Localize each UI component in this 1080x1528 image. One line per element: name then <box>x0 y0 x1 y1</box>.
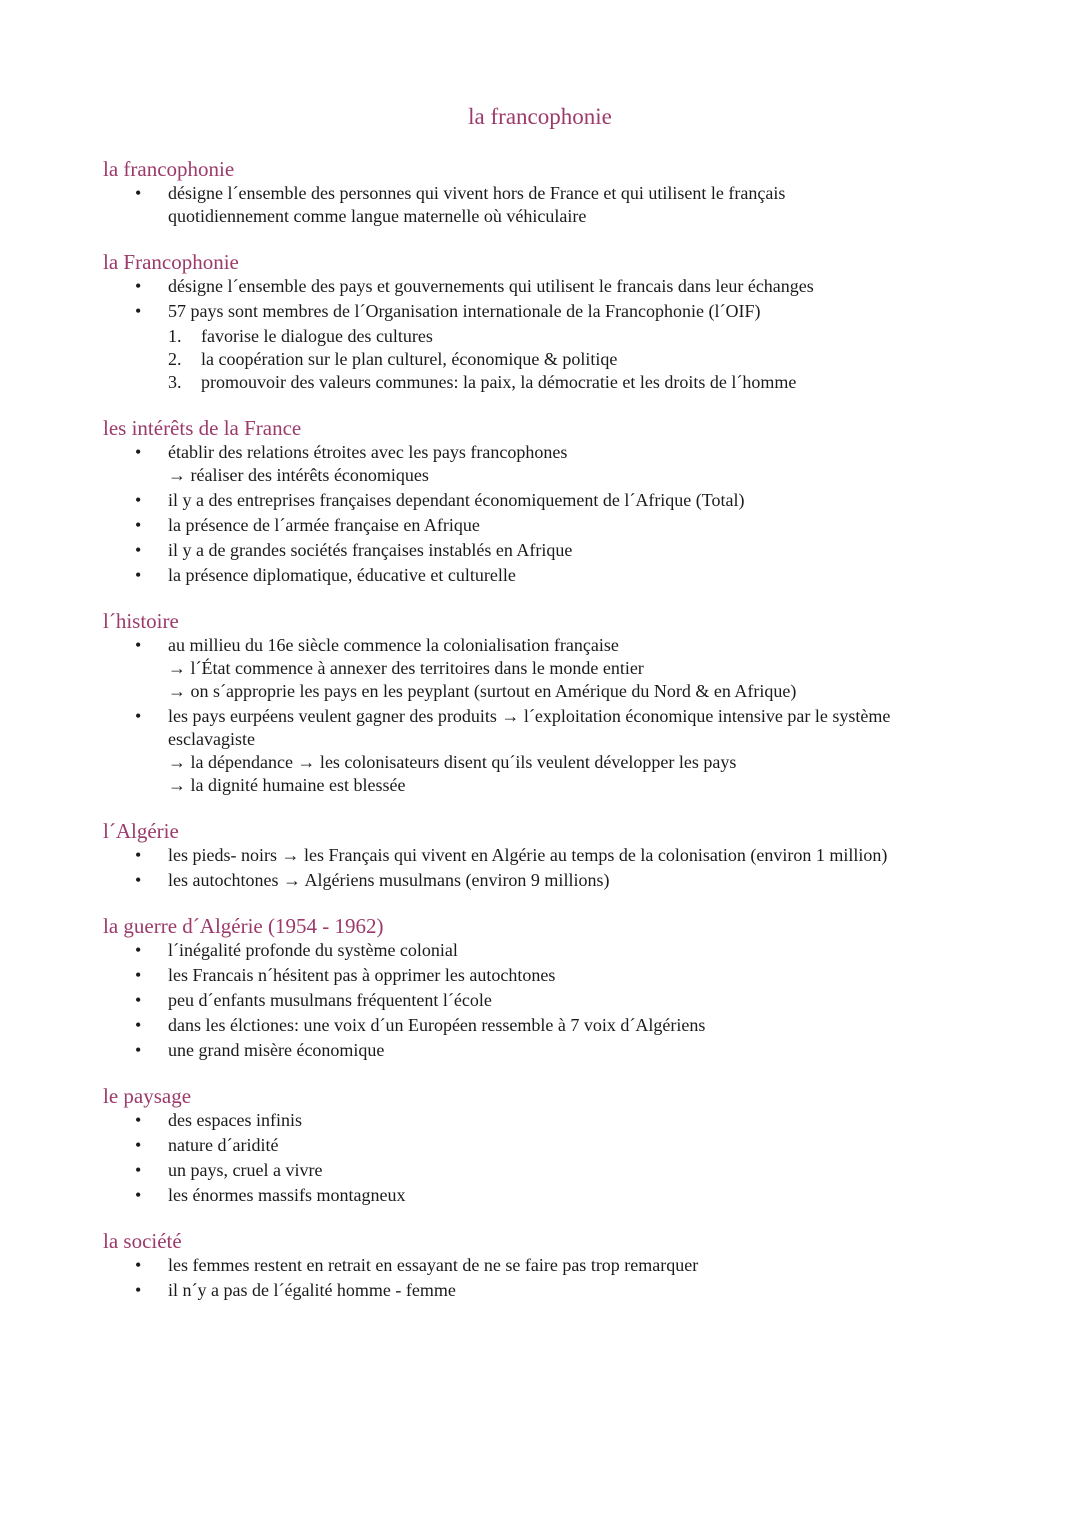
numbered-item <box>103 371 1003 394</box>
section <box>103 913 1003 1062</box>
numbered-item <box>103 325 1003 348</box>
bullet-text: • des espaces infinis <box>168 1110 302 1130</box>
item-number: 1. <box>168 326 182 346</box>
bullet-text: • désigne l´ensemble des pays et gouvernements qui utilisent le francais dans leur échanges <box>168 276 814 296</box>
bullet-text: • les pays eurpéens veulent gagner des produits → l´exploitation économique intensive par le système <box>168 706 891 726</box>
page-title: la francophonie <box>468 104 612 129</box>
bullet-item <box>103 1109 1003 1132</box>
section <box>103 818 1003 892</box>
bullet-item <box>103 1184 1003 1207</box>
bullet-list <box>103 182 1003 228</box>
section-heading: l´histoire <box>103 609 179 633</box>
section <box>103 249 1003 394</box>
bullet-text: • dans les élctiones: une voix d´un Européen ressemble à 7 voix d´Algériens <box>168 1015 706 1035</box>
bullet-item <box>103 705 1003 797</box>
bullet-continuation: esclavagiste <box>168 729 255 749</box>
bullet-item <box>103 844 1003 867</box>
bullet-item <box>103 1014 1003 1037</box>
bullet-item <box>103 275 1003 298</box>
bullet-item <box>103 939 1003 962</box>
bullet-item <box>103 182 1003 228</box>
bullet-continuation: → réaliser des intérêts économiques <box>168 465 429 485</box>
document-body <box>103 156 1003 1323</box>
bullet-continuation: → l´État commence à annexer des territoires dans le monde entier <box>168 658 644 678</box>
bullet-list <box>103 844 1003 892</box>
section-heading: le paysage <box>103 1084 192 1108</box>
bullet-continuation: → la dignité humaine est blessée <box>168 775 406 795</box>
numbered-text: la coopération sur le plan culturel, économique & politiqe <box>201 349 618 369</box>
section-heading: l´Algérie <box>103 819 179 843</box>
bullet-item <box>103 869 1003 892</box>
bullet-item <box>103 964 1003 987</box>
section <box>103 156 1003 228</box>
section-heading: la francophonie <box>103 157 235 181</box>
numbered-text: promouvoir des valeurs communes: la paix, la démocratie et les droits de l´homme <box>201 372 797 392</box>
bullet-text: • établir des relations étroites avec les pays francophones <box>168 442 568 462</box>
bullet-list <box>103 1254 1003 1302</box>
bullet-item <box>103 1039 1003 1062</box>
bullet-item <box>103 989 1003 1012</box>
bullet-text: • les pieds- noirs → les Français qui vivent en Algérie au temps de la colonisation (environ 1 million) <box>168 845 888 865</box>
bullet-text: • les autochtones → Algériens musulmans (environ 9 millions) <box>168 870 610 890</box>
bullet-text: • 57 pays sont membres de l´Organisation internationale de la Francophonie (l´OIF) <box>168 301 761 321</box>
bullet-item <box>103 634 1003 703</box>
section <box>103 608 1003 797</box>
bullet-list <box>103 939 1003 1062</box>
item-number: 2. <box>168 349 182 369</box>
item-number: 3. <box>168 372 182 392</box>
bullet-text: • désigne l´ensemble des personnes qui vivent hors de France et qui utilisent le français <box>168 183 786 203</box>
bullet-list <box>103 441 1003 587</box>
bullet-text: • il y a des entreprises françaises dependant économiquement de l´Afrique (Total) <box>168 490 745 510</box>
bullet-text: • les femmes restent en retrait en essayant de ne se faire pas trop remarquer <box>168 1255 699 1275</box>
bullet-text: • la présence diplomatique, éducative et culturelle <box>168 565 516 585</box>
section-heading: la guerre d´Algérie (1954 - 1962) <box>103 914 384 938</box>
bullet-text: • au millieu du 16e siècle commence la colonialisation française <box>168 635 619 655</box>
bullet-list <box>103 634 1003 797</box>
section <box>103 1228 1003 1302</box>
section-heading: la Francophonie <box>103 250 239 274</box>
bullet-item <box>103 1159 1003 1182</box>
bullet-text: • nature d´aridité <box>168 1135 279 1155</box>
bullet-item <box>103 539 1003 562</box>
numbered-text: favorise le dialogue des cultures <box>201 326 433 346</box>
bullet-text: • il y a de grandes sociétés françaises instablés en Afrique <box>168 540 573 560</box>
bullet-item <box>103 1134 1003 1157</box>
bullet-text: • une grand misère économique <box>168 1040 385 1060</box>
numbered-list <box>103 325 1003 394</box>
bullet-item <box>103 300 1003 323</box>
section-heading: les intérêts de la France <box>103 416 302 440</box>
bullet-text: • il n´y a pas de l´égalité homme - femme <box>168 1280 456 1300</box>
bullet-text: • les Francais n´hésitent pas à opprimer les autochtones <box>168 965 556 985</box>
bullet-item <box>103 441 1003 487</box>
bullet-item <box>103 564 1003 587</box>
bullet-continuation: → on s´approprie les pays en les peyplant (surtout en Amérique du Nord & en Afrique) <box>168 681 797 701</box>
bullet-text: • la présence de l´armée française en Afrique <box>168 515 480 535</box>
bullet-continuation: quotidiennement comme langue maternelle où véhiculaire <box>168 206 587 226</box>
section <box>103 415 1003 587</box>
bullet-item <box>103 489 1003 512</box>
bullet-text: • peu d´enfants musulmans fréquentent l´école <box>168 990 492 1010</box>
bullet-text: • un pays, cruel a vivre <box>168 1160 323 1180</box>
bullet-item <box>103 1254 1003 1277</box>
bullet-list <box>103 1109 1003 1207</box>
bullet-text: • l´inégalité profonde du système colonial <box>168 940 458 960</box>
section-heading: la société <box>103 1229 182 1253</box>
bullet-text: • les énormes massifs montagneux <box>168 1185 406 1205</box>
section <box>103 1083 1003 1207</box>
numbered-item <box>103 348 1003 371</box>
bullet-item <box>103 514 1003 537</box>
bullet-continuation: → la dépendance → les colonisateurs disent qu´ils veulent développer les pays <box>168 752 737 772</box>
bullet-item <box>103 1279 1003 1302</box>
bullet-list <box>103 275 1003 323</box>
